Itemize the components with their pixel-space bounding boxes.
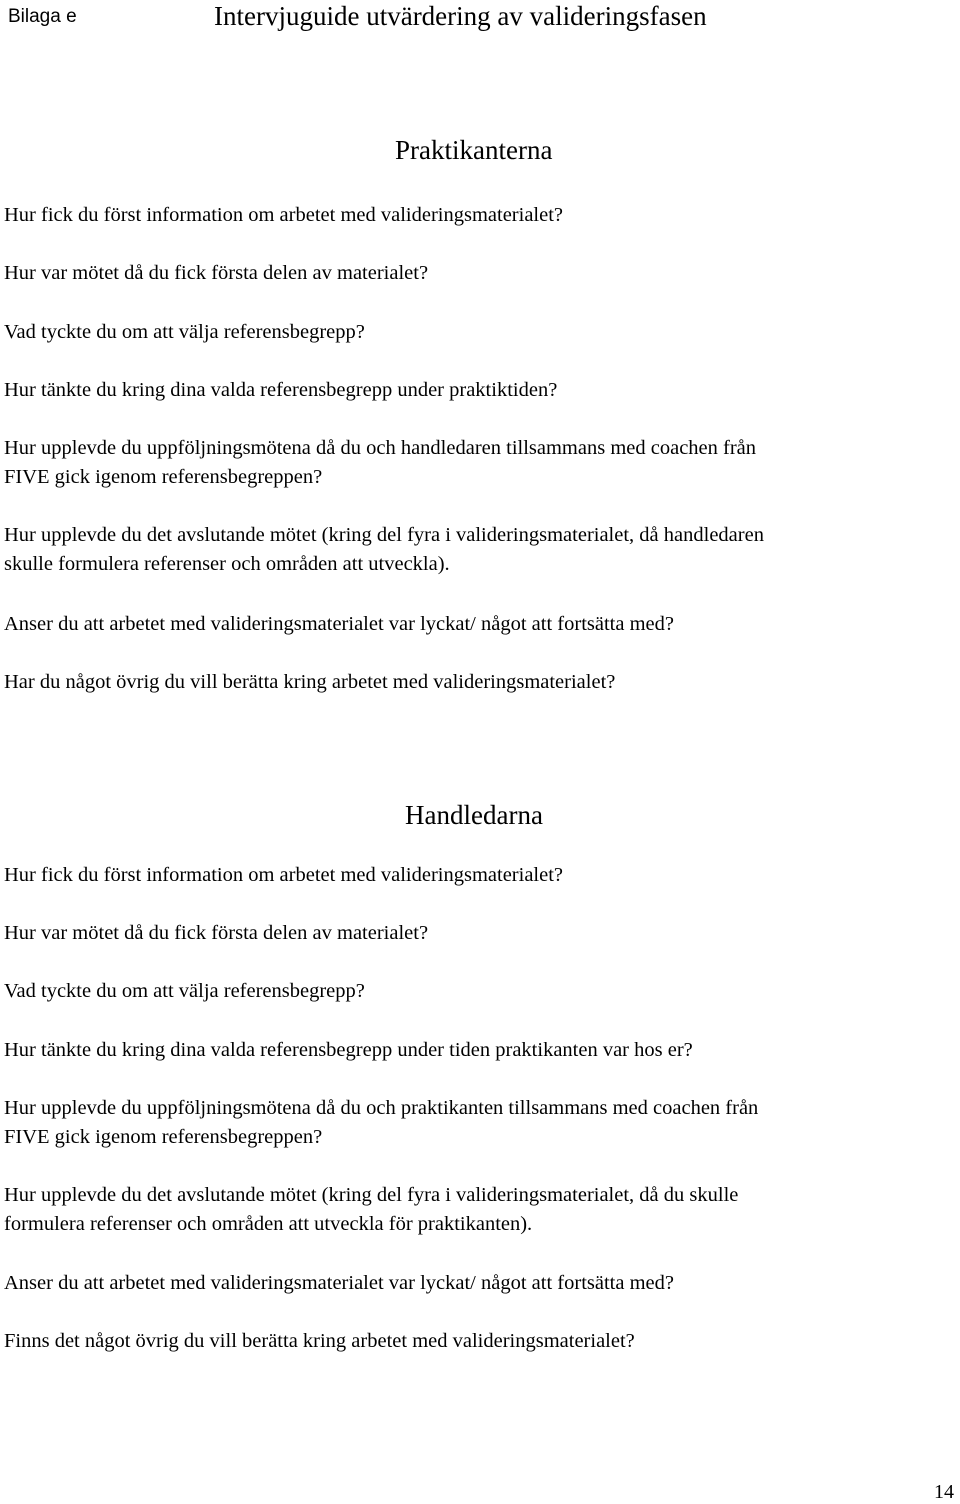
question-line: Hur var mötet då du fick första delen av materialet? [4, 262, 429, 284]
question-line: Vad tyckte du om att välja referensbegrepp? [4, 980, 365, 1002]
question [4, 1181, 949, 1239]
question [4, 1094, 949, 1152]
document-title: Intervjuguide utvärdering av valideringsfasen [214, 1, 707, 31]
question [4, 861, 949, 890]
question-line: Hur tänkte du kring dina valda referensbegrepp under tiden praktikanten var hos er? [4, 1039, 693, 1061]
question [4, 1327, 949, 1356]
question-line: formulera referenser och områden att utveckla för praktikanten). [4, 1213, 533, 1235]
question-line: Vad tyckte du om att välja referensbegrepp? [4, 321, 365, 343]
question [4, 201, 949, 230]
page-number: 14 [934, 1481, 954, 1503]
question-line: skulle formulera referenser och områden att utveckla). [4, 553, 450, 575]
question [4, 434, 949, 492]
question-line: Hur tänkte du kring dina valda referensbegrepp under praktiktiden? [4, 379, 558, 401]
question-line: Hur fick du först information om arbetet med valideringsmaterialet? [4, 204, 564, 226]
question [4, 376, 949, 405]
question-line: Finns det något övrig du vill berätta kring arbetet med valideringsmaterialet? [4, 1330, 635, 1352]
question [4, 259, 949, 288]
question [4, 977, 949, 1006]
section-heading-praktikanterna: Praktikanterna [395, 135, 553, 165]
question-line: Hur upplevde du det avslutande mötet (kring del fyra i valideringsmaterialet, då handledaren [4, 524, 764, 546]
question-line: Anser du att arbetet med valideringsmaterialet var lyckat/ något att fortsätta med? [4, 1272, 674, 1294]
section-heading-handledarna: Handledarna [405, 800, 543, 830]
appendix-label: Bilaga e [8, 6, 77, 27]
question-line: Har du något övrig du vill berätta kring arbetet med valideringsmaterialet? [4, 671, 616, 693]
question [4, 521, 949, 579]
question-line: FIVE gick igenom referensbegreppen? [4, 466, 323, 488]
question-line: Hur upplevde du uppföljningsmötena då du och handledaren tillsammans med coachen från [4, 437, 757, 459]
question [4, 1036, 949, 1065]
question [4, 668, 949, 697]
question-line: Hur upplevde du uppföljningsmötena då du och praktikanten tillsammans med coachen från [4, 1097, 759, 1119]
question [4, 610, 949, 639]
question-line: Hur fick du först information om arbetet med valideringsmaterialet? [4, 864, 564, 886]
question [4, 1269, 949, 1298]
question [4, 919, 949, 948]
question-line: Hur upplevde du det avslutande mötet (kring del fyra i valideringsmaterialet, då du skulle [4, 1184, 739, 1206]
question-line: FIVE gick igenom referensbegreppen? [4, 1126, 323, 1148]
question-line: Hur var mötet då du fick första delen av materialet? [4, 922, 429, 944]
question-line: Anser du att arbetet med valideringsmaterialet var lyckat/ något att fortsätta med? [4, 613, 674, 635]
question [4, 318, 949, 347]
